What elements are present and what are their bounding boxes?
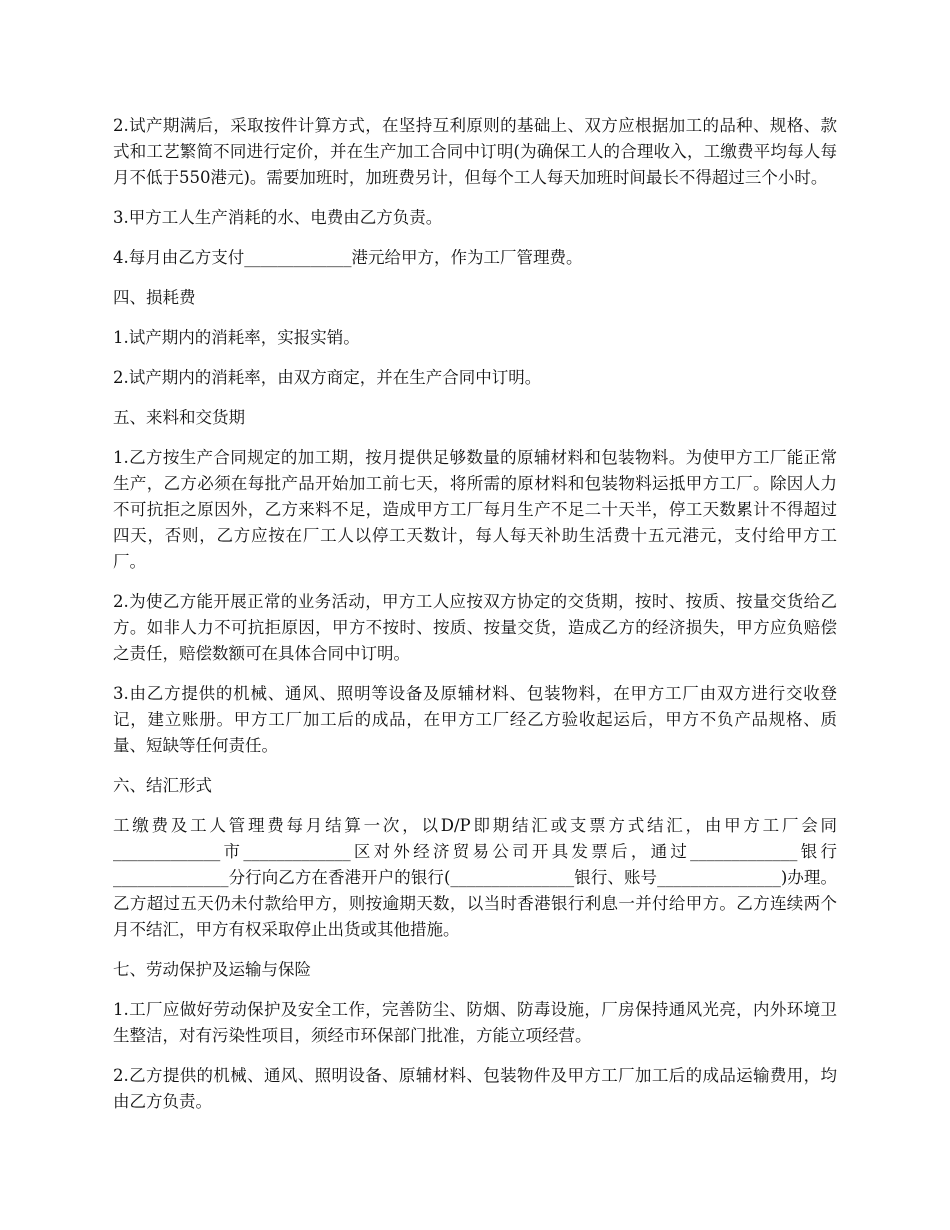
paragraph-labor-safety: 1.工厂应做好劳动保护及安全工作，完善防尘、防烟、防毒设施，厂房保持通风光亮，内外环境卫生整洁，对有污染性项目，须经市环保部门批准，方能立项经营。	[113, 1000, 837, 1045]
paragraph-materials-supply: 1.乙方按生产合同规定的加工期，按月提供足够数量的原辅材料和包装物料。为使甲方工厂能正常生产，乙方必须在每批产品开始加工前七天，将所需的原材料和包装物料运抵甲方工厂。除因人力不可抗拒之原因外，乙方来料不足，造成甲方工厂每月生产不足二十天半，停工天数累计不得超过四天，否则，乙方应按在厂工人以停工天数计，每人每天补助生活费十五元港元，支付给甲方工厂。	[113, 448, 837, 571]
section-heading-loss-fee: 四、损耗费	[113, 288, 196, 307]
paragraph-settlement: 工缴费及工人管理费每月结算一次，以D/P即期结汇或支票方式结汇，由甲方工厂会同_____________市_____________区对外经济贸易公司开具发票后，通过_____________银行______________分行向乙方在香港开户的银行(_______________银行、账号_______________)办理。乙方超过五天仍未付款给甲方，则按逾期天数，以当时香港银行利息一并付给甲方。乙方连续两个月不结汇，甲方有权采取停止出货或其他措施。	[113, 816, 837, 939]
section-heading-labor-protection: 七、劳动保护及运输与保险	[113, 960, 311, 979]
paragraph-transport-cost: 2.乙方提供的机械、通风、照明设备、原辅材料、包装物件及甲方工厂加工后的成品运输费用，均由乙方负责。	[113, 1066, 837, 1111]
paragraph-delivery: 2.为使乙方能开展正常的业务活动，甲方工人应按双方协定的交货期，按时、按质、按量交货给乙方。如非人力不可抗拒原因，甲方不按时、按质、按量交货，造成乙方的经济损失，甲方应负赔偿之责任，赔偿数额可在具体合同中订明。	[113, 592, 837, 663]
paragraph-loss-trial: 1.试产期内的消耗率，实报实销。	[113, 328, 360, 347]
paragraph-loss-negotiated: 2.试产期内的消耗率，由双方商定，并在生产合同中订明。	[113, 368, 542, 387]
paragraph-utilities: 3.甲方工人生产消耗的水、电费由乙方负责。	[113, 208, 443, 227]
section-heading-materials-delivery: 五、来料和交货期	[113, 408, 245, 427]
section-heading-settlement: 六、结汇形式	[113, 776, 212, 795]
paragraph-management-fee: 4.每月由乙方支付_____________港元给甲方，作为工厂管理费。	[113, 248, 583, 267]
paragraph-trial-period-pricing: 2.试产期满后，采取按件计算方式，在坚持互利原则的基础上、双方应根据加工的品种、规格、款式和工艺繁简不同进行定价，并在生产加工合同中订明(为确保工人的合理收入，工缴费平均每人每月不低于550港元)。需要加班时，加班费另计，但每个工人每天加班时间最长不得超过三个小时。	[113, 116, 837, 187]
document-body	[113, 113, 837, 1129]
paragraph-equipment-registration: 3.由乙方提供的机械、通风、照明等设备及原辅材料、包装物料，在甲方工厂由双方进行交收登记，建立账册。甲方工厂加工后的成品，在甲方工厂经乙方验收起运后，甲方不负产品规格、质量、短缺等任何责任。	[113, 684, 837, 755]
